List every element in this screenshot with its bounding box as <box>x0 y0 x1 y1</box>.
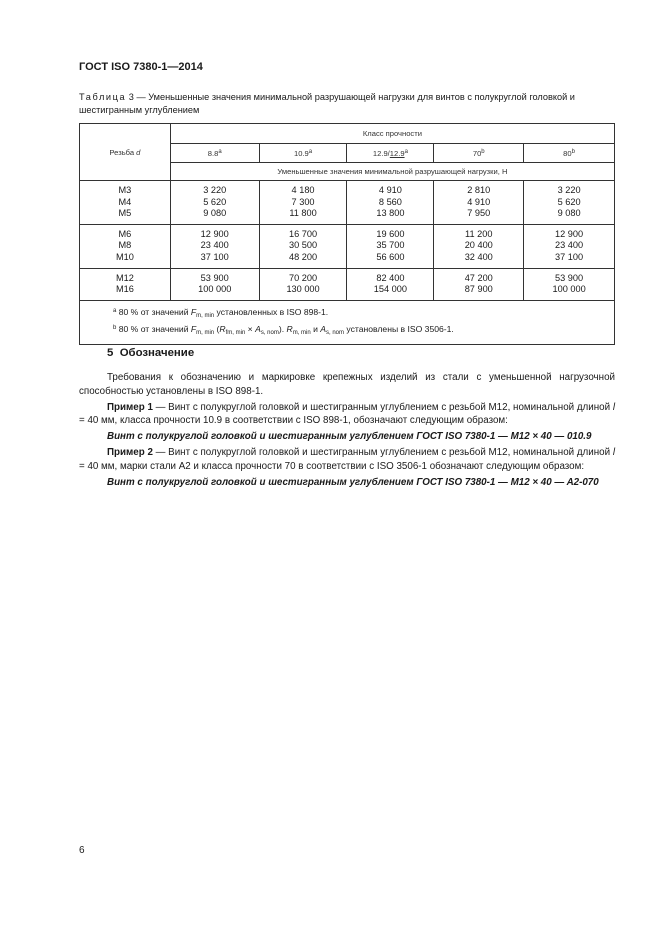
thread-cell: M3 M4 M5 <box>80 181 171 225</box>
page-number: 6 <box>79 845 85 856</box>
value-cell: 12 900 23 400 37 100 <box>170 224 259 268</box>
strength-class-header: Класс прочности <box>170 124 614 144</box>
value-cell: 53 900 100 000 <box>170 268 259 300</box>
document-header: ГОСТ ISO 7380-1—2014 <box>79 61 203 73</box>
designation-2: Винт с полукруглой головкой и шестигранным углублением ГОСТ ISO 7380-1 — M12 × 40 — A2-070 <box>107 476 599 488</box>
class-cell: 12.9/12.9$^a$ <box>347 144 434 163</box>
table-row <box>80 268 615 300</box>
section-body <box>79 371 615 492</box>
class-cell: 80$^b$ <box>524 144 615 163</box>
load-header: Уменьшенные значения минимальной разрушающей нагрузки, Н <box>170 163 614 181</box>
caption-label: Таблица <box>79 92 127 102</box>
value-cell: 3 220 5 620 9 080 <box>524 181 615 225</box>
value-cell: 12 900 23 400 37 100 <box>524 224 615 268</box>
value-cell: 19 600 35 700 56 600 <box>347 224 434 268</box>
class-cell: 70$^b$ <box>434 144 524 163</box>
note-a: $^a$ 80 % от значений $F_{m, min}$ установленных в ISO 898-1. <box>113 306 329 319</box>
table-row <box>80 181 615 225</box>
section-heading: 5 Обозначение <box>107 347 195 359</box>
class-cell: 8.8$^a$ <box>170 144 259 163</box>
example-2: Пример 2 — Винт с полукруглой головкой и шестигранным углублением с резьбой M12, номинальной длиной l = 40 мм, марки стали A2 и класса прочности 70 в соответствии с ISO 3506-1 обозначают следующим образом: <box>79 447 615 472</box>
value-cell: 16 700 30 500 48 200 <box>259 224 347 268</box>
table-row <box>80 224 615 268</box>
note-b: $^b$ 80 % от значений $F_{m, min}$ $(R_{fm, min} \times A_{s, nom})$. $R_{m, min}$ и $A_{s, nom}$ установлены в ISO 3506-1. <box>113 323 454 336</box>
class-cell: 10.9$^a$ <box>259 144 347 163</box>
value-cell: 4 180 7 300 11 800 <box>259 181 347 225</box>
value-cell: 4 910 8 560 13 800 <box>347 181 434 225</box>
value-cell: 47 200 87 900 <box>434 268 524 300</box>
caption-dash: — <box>133 92 149 102</box>
thread-column-header: Резьба d <box>80 124 171 181</box>
value-cell: 11 200 20 400 32 400 <box>434 224 524 268</box>
load-table <box>79 123 615 345</box>
value-cell: 2 810 4 910 7 950 <box>434 181 524 225</box>
value-cell: 82 400 154 000 <box>347 268 434 300</box>
value-cell: 70 200 130 000 <box>259 268 347 300</box>
table-caption <box>79 91 615 117</box>
example-1: Пример 1 — Винт с полукруглой головкой и шестигранным углублением с резьбой M12, номинальной длиной l = 40 мм, класса прочности 10.9 в соответствии с ISO 898-1, обозначают следующим образом: <box>79 401 615 426</box>
designation-1: Винт с полукруглой головкой и шестигранным углублением ГОСТ ISO 7380-1 — M12 × 40 — 010.9 <box>107 431 592 442</box>
caption-number: 3 <box>128 92 134 102</box>
value-cell: 3 220 5 620 9 080 <box>170 181 259 225</box>
caption-text: Уменьшенные значения минимальной разрушающей нагрузки для винтов с полукруглой головкой и шестигранным углублением <box>79 92 575 115</box>
thread-cell: M12 M16 <box>80 268 171 300</box>
table-notes <box>80 300 615 344</box>
thread-cell: M6 M8 M10 <box>80 224 171 268</box>
value-cell: 53 900 100 000 <box>524 268 615 300</box>
paragraph: Требования к обозначению и маркировке крепежных изделий из стали с уменьшенной нагрузочной способностью установлены в ISO 898-1. <box>79 372 615 397</box>
